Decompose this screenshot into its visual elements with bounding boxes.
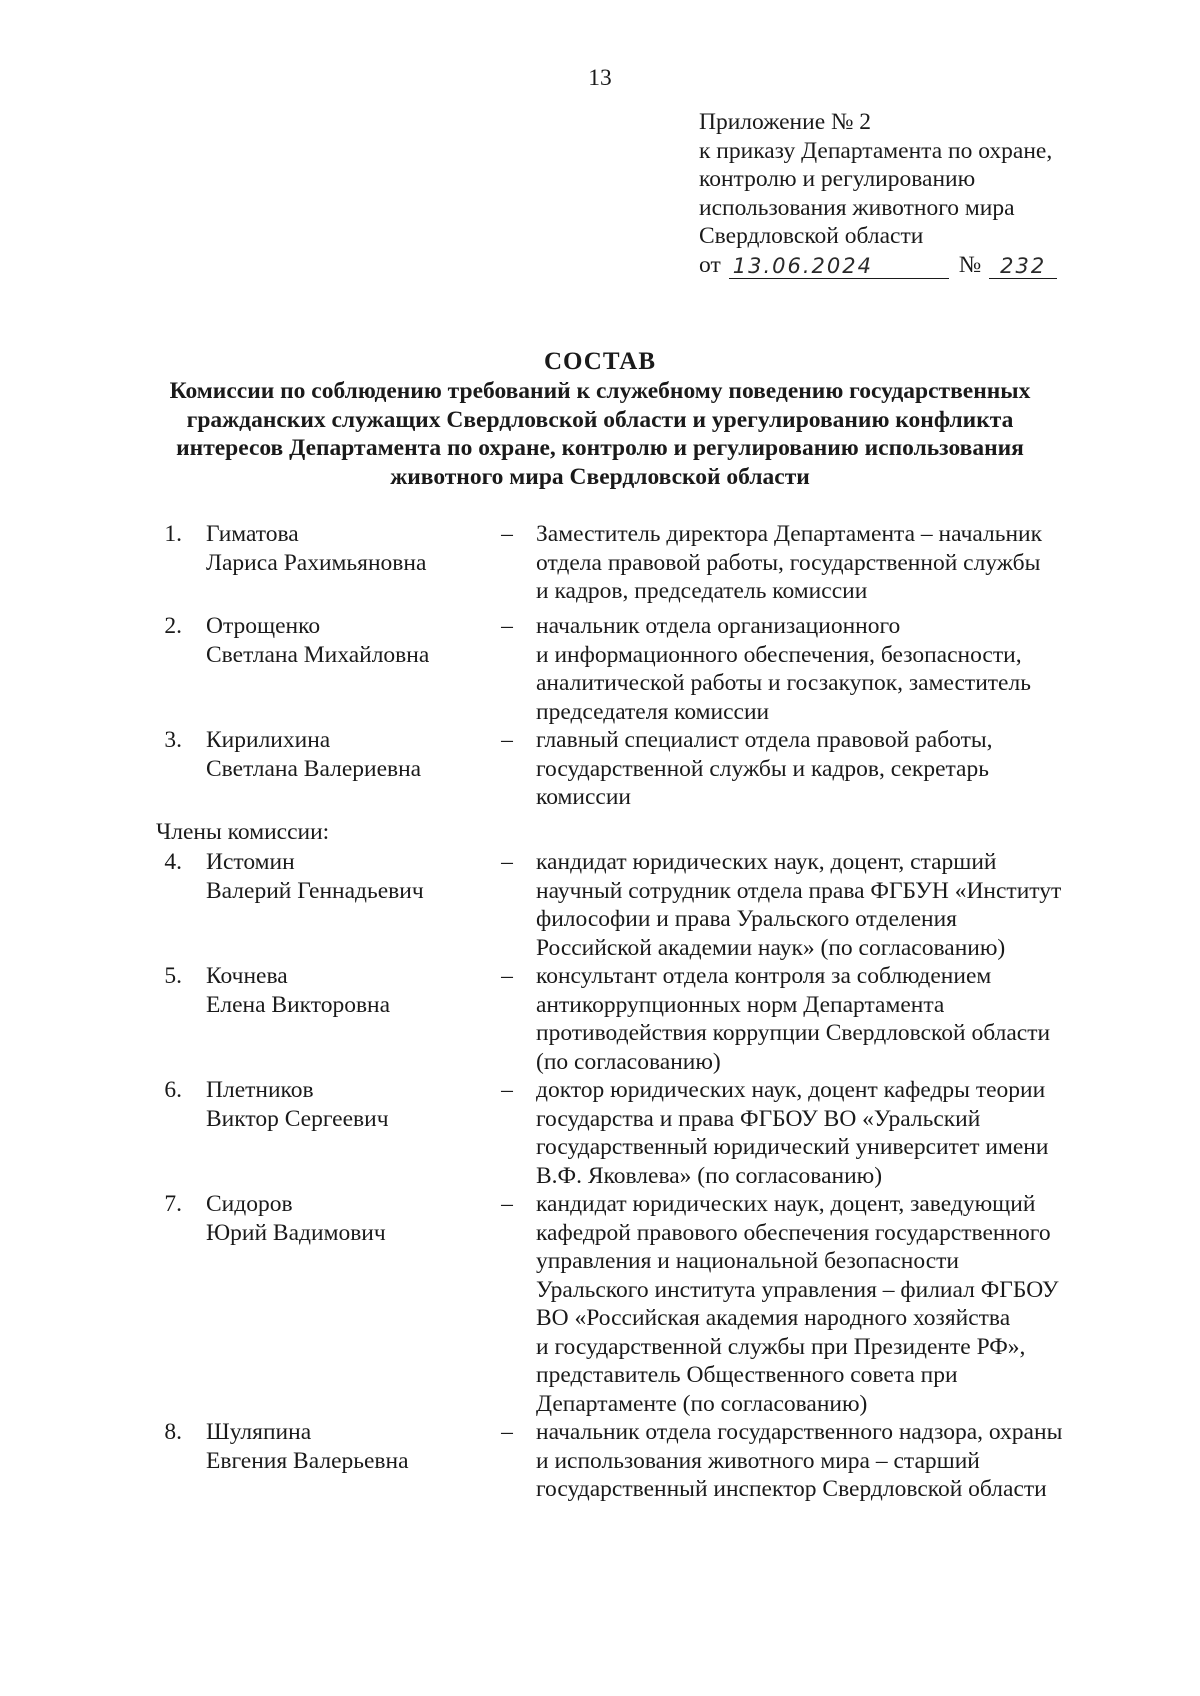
title-subline: животного мира Свердловской области (390, 463, 810, 490)
member-name-line: Елена Викторовна (206, 991, 391, 1018)
member-position-line: кандидат юридических наук, доцент, старший (536, 849, 997, 875)
appendix-line: Приложение № 2 (699, 109, 872, 135)
member-position (536, 962, 1156, 1076)
title-subline: Комиссии по соблюдению требований к служебному поведению государственных (169, 378, 1031, 404)
member-position-line: кандидат юридических наук, доцент, заведующий (536, 1191, 1036, 1217)
appendix-line: контролю и регулированию (699, 166, 976, 192)
page-number: 13 (588, 65, 612, 91)
member-position-line: (по согласованию) (536, 1048, 721, 1075)
member-number: 8. (164, 1419, 182, 1445)
document-title (0, 347, 1200, 491)
member-name-line: Светлана Валериевна (206, 755, 422, 782)
member-name (206, 612, 506, 669)
member-position (536, 520, 1156, 606)
member-dash: – (501, 1191, 513, 1217)
member-dash: – (501, 1077, 513, 1103)
member-name-line: Виктор Сергеевич (206, 1105, 389, 1132)
member-dash: – (501, 521, 513, 547)
title-main: СОСТАВ (543, 348, 657, 375)
member-number: 6. (164, 1077, 182, 1103)
member-position (536, 848, 1156, 962)
member-name (206, 726, 506, 783)
member-name-line: Юрий Вадимович (206, 1219, 386, 1246)
member-number: 7. (164, 1191, 182, 1217)
member-number: 2. (164, 613, 182, 639)
member-dash: – (501, 963, 513, 989)
member-position-line: аналитической работы и госзакупок, заместитель (536, 670, 1031, 696)
number-prefix: № (958, 251, 982, 278)
handwritten-number: 232 (989, 254, 1057, 279)
member-position-line: кафедрой правового обеспечения государственного (536, 1219, 1051, 1246)
title-subline: интересов Департамента по охране, контролю и регулированию использования (176, 435, 1024, 461)
member-position-line: государства и права ФГБОУ ВО «Уральский (536, 1105, 981, 1132)
member-position-line: государственный инспектор Свердловской области (536, 1476, 1047, 1502)
member-position-line: и кадров, председатель комиссии (536, 578, 868, 604)
member-position-line: доктор юридических наук, доцент кафедры теории (536, 1077, 1046, 1103)
member-position (536, 612, 1156, 726)
appendix-line: использования животного мира (699, 194, 1015, 221)
member-name-line: Евгения Валерьевна (206, 1447, 409, 1474)
member-name-line: Валерий Геннадьевич (206, 877, 424, 904)
member-number: 4. (164, 849, 182, 875)
member-position-line: научный сотрудник отдела права ФГБУН «Институт (536, 877, 1062, 904)
member-name-line: Шуляпина (206, 1419, 312, 1445)
member-position-line: отдела правовой работы, государственной службы (536, 549, 1041, 576)
member-position-line: и государственной службы при Президенте РФ», (536, 1333, 1026, 1360)
member-position-line: противодействия коррупции Свердловской области (536, 1020, 1051, 1046)
member-position-line: Заместитель директора Департамента – начальник (536, 521, 1043, 547)
member-position-line: и информационного обеспечения, безопасности, (536, 641, 1022, 668)
member-position-line: антикоррупционных норм Департамента (536, 991, 945, 1018)
member-position-line: начальник отдела организационного (536, 613, 901, 639)
member-position (536, 1076, 1156, 1190)
member-position-line: главный специалист отдела правовой работы, (536, 727, 993, 753)
member-name (206, 1076, 506, 1133)
member-position-line: консультант отдела контроля за соблюдением (536, 963, 992, 989)
member-dash: – (501, 727, 513, 753)
member-number: 5. (164, 963, 182, 989)
member-position-line: управления и национальной безопасности (536, 1248, 959, 1274)
members-label: Члены комиссии: (156, 819, 330, 845)
member-position (536, 1190, 1156, 1418)
title-subline: гражданских служащих Свердловской области и урегулированию конфликта (186, 406, 1014, 433)
appendix-header (699, 108, 1159, 279)
member-position (536, 1418, 1156, 1504)
member-name (206, 520, 506, 577)
member-position-line: государственной службы и кадров, секретарь (536, 755, 989, 782)
member-name (206, 1190, 506, 1247)
member-position-line: председателя комиссии (536, 698, 770, 725)
member-name-line: Кирилихина (206, 727, 331, 753)
handwritten-date: 13.06.2024 (729, 254, 949, 279)
member-name-line: Светлана Михайловна (206, 641, 430, 668)
member-position-line: Уральского института управления – филиал ФГБОУ (536, 1276, 1059, 1303)
appendix-line: Свердловской области (699, 223, 924, 249)
member-position-line: комиссии (536, 784, 631, 810)
member-position (536, 726, 1156, 812)
member-position-line: В.Ф. Яковлева» (по согласованию) (536, 1162, 883, 1189)
member-position-line: философии и права Уральского отделения (536, 906, 957, 932)
member-name (206, 848, 506, 905)
appendix-line: к приказу Департамента по охране, (699, 137, 1053, 164)
date-prefix: от (699, 251, 721, 278)
member-name-line: Сидоров (206, 1191, 293, 1217)
member-name-line: Гиматова (206, 521, 299, 547)
member-position-line: представитель Общественного совета при (536, 1362, 958, 1388)
member-position-line: Российской академии наук» (по согласованию) (536, 934, 1006, 961)
member-name-line: Лариса Рахимьяновна (206, 549, 427, 576)
member-name-line: Отрощенко (206, 613, 321, 639)
member-name-line: Плетников (206, 1077, 314, 1103)
member-position-line: Департаменте (по согласованию) (536, 1390, 868, 1417)
member-name-line: Истомин (206, 849, 295, 875)
member-position-line: и использования животного мира – старший (536, 1447, 980, 1474)
member-position-line: начальник отдела государственного надзора, охраны (536, 1419, 1063, 1445)
member-position-line: государственный юридический университет имени (536, 1134, 1049, 1160)
member-name (206, 962, 506, 1019)
member-dash: – (501, 1419, 513, 1445)
member-dash: – (501, 849, 513, 875)
member-number: 1. (164, 521, 182, 547)
member-number: 3. (164, 727, 182, 753)
member-name (206, 1418, 506, 1475)
member-name-line: Кочнева (206, 963, 288, 989)
member-dash: – (501, 613, 513, 639)
order-reference (699, 251, 1159, 280)
member-position-line: ВО «Российская академия народного хозяйства (536, 1305, 1011, 1331)
